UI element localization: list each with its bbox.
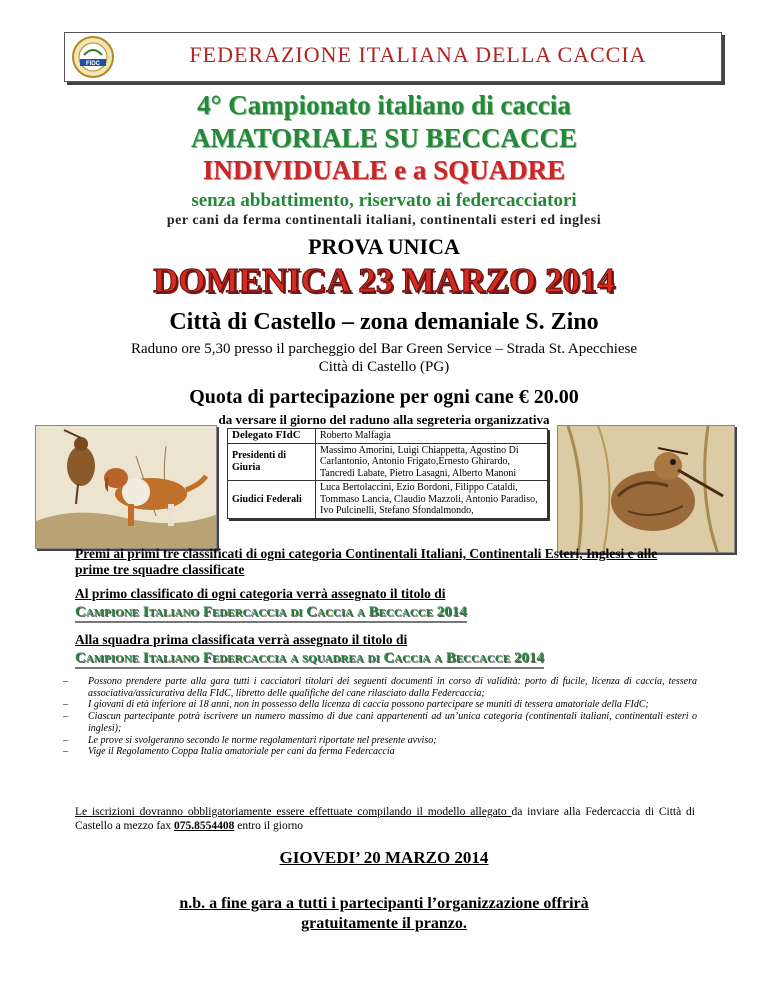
event-subtitle: senza abbattimento, riservato ai federcacciatori	[191, 190, 577, 211]
event-title-line1: 4° Campionato italiano di caccia	[197, 90, 571, 120]
svg-text:FIDC: FIDC	[86, 61, 100, 67]
individual-champion-title: Campione Italiano Federcaccia di Caccia a Beccacce 2014	[75, 604, 467, 623]
officials-table	[227, 428, 548, 519]
official-role: Delegato FIdC	[228, 429, 316, 444]
prizes-text: Premi ai primi tre classificati di ogni categoria Continentali Italiani, Continentali Esteri, Inglesi e alle prime tre squadre classificate	[75, 546, 658, 577]
event-date: DOMENICA 23 MARZO 2014	[153, 261, 615, 300]
event-title-line3: INDIVIDUALE e a SQUADRE	[202, 155, 566, 185]
event-location: Città di Castello – zona demaniale S. Zino	[169, 309, 599, 335]
registration-part3: entro il giorno	[234, 819, 304, 832]
registration-part1: Le iscrizioni dovranno obbligatoriamente essere effettuate compilando il modello allegato	[75, 806, 512, 818]
rule-text: Ciascun partecipante potrà iscrivere un numero massimo di due cani appartenenti ad un’unica categoria (continentali italiani, continentali esteri o inglesi);	[88, 711, 697, 734]
dash-bullet-icon: –	[63, 711, 68, 723]
dog-woodcock-painting	[35, 425, 217, 549]
rule-text: Possono prendere parte alla gara tutti i cacciatori titolari dei seguenti documenti in corso di validità: porto di fucile, licenza di caccia, tessera associativa/assicurativa della FIdC, libretto delle qualifiche del cane rilasciato dalla Federcaccia;	[88, 676, 697, 699]
rule-text: Le prove si svolgeranno secondo le norme regolamentari riportate nel presente avviso;	[88, 734, 437, 746]
fax-number: 075.8554408	[174, 819, 235, 832]
dash-bullet-icon: –	[63, 746, 68, 758]
list-item	[63, 699, 697, 711]
list-item	[63, 711, 697, 734]
federation-title: FEDERAZIONE ITALIANA DELLA CACCIA	[189, 42, 647, 67]
dash-bullet-icon: –	[63, 699, 68, 711]
rule-text: Vige il Regolamento Coppa Italia amatoriale per cani da ferma Federcaccia	[88, 746, 395, 758]
official-role: Giudici Federali	[228, 481, 316, 519]
entry-fee: Quota di partecipazione per ogni cane € 20.00	[189, 386, 579, 408]
table-row	[228, 429, 548, 444]
individual-title-intro: Al primo classificato di ogni categoria verrà assegnato il titolo di	[75, 586, 446, 601]
dash-bullet-icon: –	[63, 734, 68, 746]
prova-unica: PROVA UNICA	[308, 234, 460, 259]
official-names: Luca Bertolaccini, Ezio Bordoni, Filippo Cataldi, Tommaso Lancia, Claudio Mazzoli, Antonio Paradiso, Ivo Pulcinelli, Stefano Sfondalmondo,	[316, 481, 548, 519]
meeting-info: Raduno ore 5,30 presso il parcheggio del Bar Green Service – Strada St. Apecchiese	[130, 341, 638, 357]
team-champion-title: Campione Italiano Federcaccia a squadrea di Caccia a Beccacce 2014	[75, 650, 544, 669]
registration-deadline: GIOVEDI’ 20 MARZO 2014	[279, 848, 489, 867]
list-item	[63, 676, 697, 699]
list-item	[63, 746, 697, 758]
team-title-intro: Alla squadra prima classificata verrà assegnato il titolo di	[75, 632, 408, 647]
list-item	[63, 734, 697, 747]
header-box	[64, 32, 722, 82]
lunch-note	[0, 894, 768, 934]
entry-fee-note: da versare il giorno del raduno alla segreteria organizzativa	[218, 412, 550, 427]
table-row	[228, 481, 548, 519]
rules-list	[63, 676, 697, 758]
event-title-line2: AMATORIALE SU BECCACCE	[190, 123, 578, 153]
dog-categories: per cani da ferma continentali italiani, continentali esteri ed inglesi	[166, 213, 602, 228]
dash-bullet-icon: –	[63, 676, 68, 687]
registration-part2: da inviare alla Federcaccia di Città di Castello a mezzo fax	[75, 806, 695, 832]
registration-text	[75, 806, 695, 833]
woodcock-painting	[557, 425, 735, 553]
table-row	[228, 443, 548, 481]
official-role: Presidenti di Giuria	[228, 443, 316, 481]
meeting-city: Città di Castello (PG)	[318, 359, 450, 375]
fidc-logo	[71, 35, 115, 79]
lunch-note-line1: n.b. a fine gara a tutti i partecipanti l’organizzazione offrirà	[179, 895, 589, 912]
lunch-note-line2: gratuitamente il pranzo.	[301, 915, 467, 932]
official-names: Massimo Amorini, Luigi Chiappetta, Agostino Di Carlantonio, Antonio Frigato,Ernesto Ghirardo, Tancredi Labate, Pietro Lasagni, Alberto Manoni	[316, 443, 548, 481]
official-names: Roberto Malfagia	[316, 429, 548, 444]
rule-text: I giovani di età inferiore ai 18 anni, non in possesso della licenza di caccia possono partecipare se muniti di tessera amatoriale della FIdC;	[88, 699, 649, 711]
